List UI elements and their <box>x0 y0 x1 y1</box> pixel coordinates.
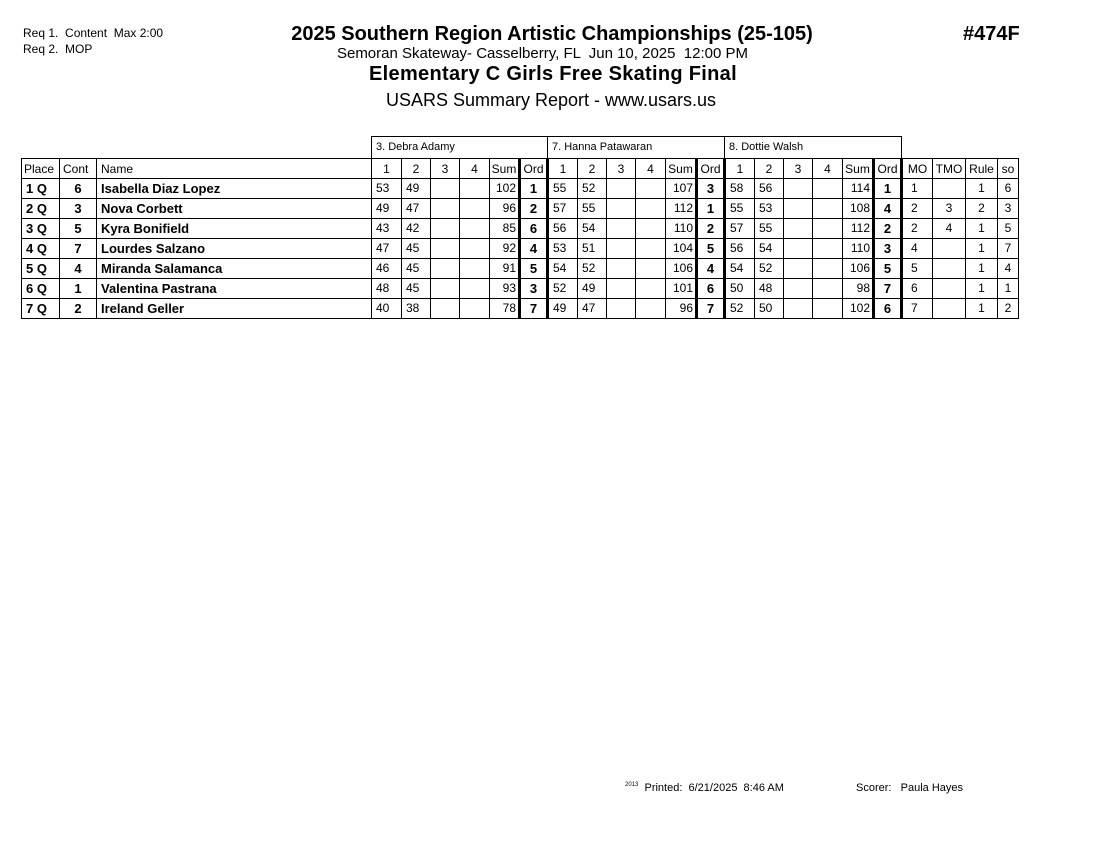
scorer: Scorer: Paula Hayes <box>856 782 963 794</box>
judge-3-sum-cell: 98 <box>843 279 874 299</box>
judge-1-1-cell: 46 <box>372 259 402 279</box>
requirement-2: Req 2. MOP <box>23 42 93 56</box>
judge-2-3-cell <box>607 299 636 319</box>
judge-2-ord-cell: 4 <box>697 259 725 279</box>
judge-2-2-cell: 54 <box>578 219 607 239</box>
cont-cell: 3 <box>60 199 97 219</box>
judge-2-1-cell: 56 <box>548 219 578 239</box>
so-cell: 7 <box>998 239 1019 259</box>
judge-1-col-ord: Ord <box>520 159 548 179</box>
place-cell: 4 Q <box>22 239 60 259</box>
judge-3-ord-cell: 4 <box>874 199 902 219</box>
rule-cell: 1 <box>966 219 998 239</box>
place-cell: 1 Q <box>22 179 60 199</box>
judge-3-sum-cell: 106 <box>843 259 874 279</box>
cont-cell: 1 <box>60 279 97 299</box>
judge-2-sum-cell: 112 <box>666 199 697 219</box>
col-place: Place <box>22 159 60 179</box>
judge-1-ord-cell: 3 <box>520 279 548 299</box>
cont-cell: 7 <box>60 239 97 259</box>
table-row <box>22 259 1019 279</box>
judge-1-col-4: 4 <box>460 159 490 179</box>
judge-3-col-sum: Sum <box>843 159 874 179</box>
judge-1-col-3: 3 <box>431 159 460 179</box>
judge-1-4-cell <box>460 219 490 239</box>
skater-name: Miranda Salamanca <box>97 259 372 279</box>
judge-2-4-cell <box>636 199 666 219</box>
judge-2-1-cell: 55 <box>548 179 578 199</box>
judge-1-1-cell: 47 <box>372 239 402 259</box>
judge-3-2-cell: 55 <box>755 219 784 239</box>
table-row <box>22 279 1019 299</box>
judge-3-4-cell <box>813 239 843 259</box>
judge-1-sum-cell: 91 <box>490 259 520 279</box>
tmo-cell: 4 <box>933 219 966 239</box>
judge-1-2-cell: 47 <box>402 199 431 219</box>
judge-1-2-cell: 49 <box>402 179 431 199</box>
judge-2-sum-cell: 106 <box>666 259 697 279</box>
judge-1-4-cell <box>460 299 490 319</box>
judge-1-3-cell <box>431 219 460 239</box>
place-cell: 5 Q <box>22 259 60 279</box>
judge-2-1-cell: 54 <box>548 259 578 279</box>
judge-1-sum-cell: 96 <box>490 199 520 219</box>
place-cell: 2 Q <box>22 199 60 219</box>
judge-2-2-cell: 52 <box>578 179 607 199</box>
judge-3-1-cell: 55 <box>725 199 755 219</box>
judge-3-sum-cell: 114 <box>843 179 874 199</box>
skater-name: Nova Corbett <box>97 199 372 219</box>
judge-1-1-cell: 53 <box>372 179 402 199</box>
judge-2-ord-cell: 7 <box>697 299 725 319</box>
judge-2-sum-cell: 101 <box>666 279 697 299</box>
judge-2-2-cell: 55 <box>578 199 607 219</box>
judge-1-2-cell: 42 <box>402 219 431 239</box>
judge-2-1-cell: 57 <box>548 199 578 219</box>
col-tmo: TMO <box>933 159 966 179</box>
judge-3-1-cell: 56 <box>725 239 755 259</box>
judge-2-col-ord: Ord <box>697 159 725 179</box>
judge-1-3-cell <box>431 279 460 299</box>
judge-1-sum-cell: 85 <box>490 219 520 239</box>
judge-3-sum-cell: 112 <box>843 219 874 239</box>
judge-3-2-cell: 50 <box>755 299 784 319</box>
so-cell: 2 <box>998 299 1019 319</box>
judge-2-2-cell: 51 <box>578 239 607 259</box>
judge-3-2-cell: 56 <box>755 179 784 199</box>
judge-3-3-cell <box>784 259 813 279</box>
judge-2-col-3: 3 <box>607 159 636 179</box>
judge-1-sum-cell: 102 <box>490 179 520 199</box>
judge-3-4-cell <box>813 219 843 239</box>
skater-name: Lourdes Salzano <box>97 239 372 259</box>
judge-2-2-cell: 52 <box>578 259 607 279</box>
mo-cell: 2 <box>902 199 933 219</box>
judge-3-1-cell: 52 <box>725 299 755 319</box>
judge-3-4-cell <box>813 299 843 319</box>
col-cont: Cont <box>60 159 97 179</box>
mo-cell: 4 <box>902 239 933 259</box>
judge-1-2-cell: 45 <box>402 279 431 299</box>
judge-1-4-cell <box>460 279 490 299</box>
judge-3-2-cell: 48 <box>755 279 784 299</box>
judge-2-col-1: 1 <box>548 159 578 179</box>
judge-3-ord-cell: 2 <box>874 219 902 239</box>
judge-3-4-cell <box>813 179 843 199</box>
judge-1-1-cell: 40 <box>372 299 402 319</box>
judge-2-3-cell <box>607 219 636 239</box>
mo-cell: 6 <box>902 279 933 299</box>
judge-2-ord-cell: 5 <box>697 239 725 259</box>
judge-3-3-cell <box>784 219 813 239</box>
tmo-cell <box>933 239 966 259</box>
competition-title: 2025 Southern Region Artistic Championships (25-105) <box>291 23 813 45</box>
event-number: #474F <box>963 23 1020 45</box>
judge-3-1-cell: 58 <box>725 179 755 199</box>
so-cell: 5 <box>998 219 1019 239</box>
judge-1-ord-cell: 1 <box>520 179 548 199</box>
rule-cell: 1 <box>966 279 998 299</box>
printed-date: Printed: 6/21/2025 8:46 AM <box>644 782 784 794</box>
judge-2-3-cell <box>607 199 636 219</box>
judge-2-ord-cell: 6 <box>697 279 725 299</box>
judge-2-col-sum: Sum <box>666 159 697 179</box>
report-title: USARS Summary Report - www.usars.us <box>385 90 717 110</box>
so-cell: 6 <box>998 179 1019 199</box>
skater-name: Valentina Pastrana <box>97 279 372 299</box>
judge-1-sum-cell: 92 <box>490 239 520 259</box>
judge-3-ord-cell: 6 <box>874 299 902 319</box>
judge-2-3-cell <box>607 179 636 199</box>
judge-2-3-cell <box>607 239 636 259</box>
judge-3-2-cell: 53 <box>755 199 784 219</box>
judge-3-sum-cell: 108 <box>843 199 874 219</box>
report-code: 2013 <box>625 782 639 788</box>
col-so: so <box>998 159 1019 179</box>
judge-3-ord-cell: 7 <box>874 279 902 299</box>
table-row <box>22 179 1019 199</box>
rule-cell: 1 <box>966 259 998 279</box>
judge-3-1-cell: 54 <box>725 259 755 279</box>
judge-1-ord-cell: 7 <box>520 299 548 319</box>
col-mo: MO <box>902 159 933 179</box>
skater-name: Ireland Geller <box>97 299 372 319</box>
judge-1-name: 3. Debra Adamy <box>372 137 548 159</box>
judges-row <box>22 137 1019 159</box>
judge-3-ord-cell: 1 <box>874 179 902 199</box>
judge-3-sum-cell: 110 <box>843 239 874 259</box>
judge-1-3-cell <box>431 179 460 199</box>
judge-3-3-cell <box>784 199 813 219</box>
print-stamp <box>625 782 784 794</box>
judge-3-col-1: 1 <box>725 159 755 179</box>
judge-1-sum-cell: 93 <box>490 279 520 299</box>
judge-1-3-cell <box>431 239 460 259</box>
judge-3-1-cell: 57 <box>725 219 755 239</box>
judge-1-3-cell <box>431 259 460 279</box>
mo-cell: 7 <box>902 299 933 319</box>
rule-cell: 2 <box>966 199 998 219</box>
col-name: Name <box>97 159 372 179</box>
table-row <box>22 199 1019 219</box>
cont-cell: 2 <box>60 299 97 319</box>
judge-3-col-2: 2 <box>755 159 784 179</box>
judge-1-col-2: 2 <box>402 159 431 179</box>
judge-1-ord-cell: 6 <box>520 219 548 239</box>
judge-2-col-2: 2 <box>578 159 607 179</box>
judge-3-3-cell <box>784 179 813 199</box>
judge-3-4-cell <box>813 279 843 299</box>
place-cell: 6 Q <box>22 279 60 299</box>
judge-1-3-cell <box>431 299 460 319</box>
cont-cell: 5 <box>60 219 97 239</box>
judge-3-2-cell: 52 <box>755 259 784 279</box>
judge-3-1-cell: 50 <box>725 279 755 299</box>
judge-2-sum-cell: 110 <box>666 219 697 239</box>
judge-2-col-4: 4 <box>636 159 666 179</box>
cont-cell: 4 <box>60 259 97 279</box>
tmo-cell <box>933 179 966 199</box>
judge-1-1-cell: 43 <box>372 219 402 239</box>
mo-cell: 5 <box>902 259 933 279</box>
judge-3-col-3: 3 <box>784 159 813 179</box>
judge-3-sum-cell: 102 <box>843 299 874 319</box>
judge-2-1-cell: 49 <box>548 299 578 319</box>
judge-1-ord-cell: 2 <box>520 199 548 219</box>
judge-1-2-cell: 45 <box>402 259 431 279</box>
judge-3-col-4: 4 <box>813 159 843 179</box>
judge-2-sum-cell: 104 <box>666 239 697 259</box>
judge-2-name: 7. Hanna Patawaran <box>548 137 725 159</box>
judge-1-col-1: 1 <box>372 159 402 179</box>
judge-2-sum-cell: 96 <box>666 299 697 319</box>
judge-2-ord-cell: 1 <box>697 199 725 219</box>
rule-cell: 1 <box>966 299 998 319</box>
judge-1-4-cell <box>460 179 490 199</box>
judge-1-1-cell: 48 <box>372 279 402 299</box>
so-cell: 1 <box>998 279 1019 299</box>
judge-2-4-cell <box>636 239 666 259</box>
judge-3-3-cell <box>784 299 813 319</box>
judge-2-ord-cell: 3 <box>697 179 725 199</box>
judge-1-4-cell <box>460 239 490 259</box>
judge-1-1-cell: 49 <box>372 199 402 219</box>
requirement-1: Req 1. Content Max 2:00 <box>23 26 164 40</box>
judge-1-4-cell <box>460 199 490 219</box>
judge-2-3-cell <box>607 279 636 299</box>
mo-cell: 1 <box>902 179 933 199</box>
judge-1-2-cell: 38 <box>402 299 431 319</box>
judge-2-1-cell: 52 <box>548 279 578 299</box>
judge-2-1-cell: 53 <box>548 239 578 259</box>
rule-cell: 1 <box>966 179 998 199</box>
table-row <box>22 299 1019 319</box>
table-row <box>22 239 1019 259</box>
judge-2-4-cell <box>636 219 666 239</box>
rule-cell: 1 <box>966 239 998 259</box>
tmo-cell <box>933 259 966 279</box>
skater-name: Kyra Bonifield <box>97 219 372 239</box>
judge-2-4-cell <box>636 259 666 279</box>
judge-1-sum-cell: 78 <box>490 299 520 319</box>
mo-cell: 2 <box>902 219 933 239</box>
judge-3-3-cell <box>784 279 813 299</box>
judge-3-ord-cell: 5 <box>874 259 902 279</box>
judge-3-2-cell: 54 <box>755 239 784 259</box>
cont-cell: 6 <box>60 179 97 199</box>
table-row <box>22 219 1019 239</box>
judge-3-4-cell <box>813 199 843 219</box>
judge-1-4-cell <box>460 259 490 279</box>
judge-3-4-cell <box>813 259 843 279</box>
judge-1-col-sum: Sum <box>490 159 520 179</box>
judge-3-name: 8. Dottie Walsh <box>725 137 902 159</box>
so-cell: 4 <box>998 259 1019 279</box>
judge-2-4-cell <box>636 279 666 299</box>
place-cell: 3 Q <box>22 219 60 239</box>
judge-3-3-cell <box>784 239 813 259</box>
results-table <box>21 136 1019 319</box>
event-title: Elementary C Girls Free Skating Final <box>369 63 737 85</box>
judge-1-3-cell <box>431 199 460 219</box>
judge-1-2-cell: 45 <box>402 239 431 259</box>
tmo-cell <box>933 279 966 299</box>
so-cell: 3 <box>998 199 1019 219</box>
col-rule: Rule <box>966 159 998 179</box>
judge-1-ord-cell: 5 <box>520 259 548 279</box>
judge-2-2-cell: 47 <box>578 299 607 319</box>
judge-2-4-cell <box>636 179 666 199</box>
column-header-row <box>22 159 1019 179</box>
tmo-cell <box>933 299 966 319</box>
judge-2-sum-cell: 107 <box>666 179 697 199</box>
judge-1-ord-cell: 4 <box>520 239 548 259</box>
venue-line: Semoran Skateway- Casselberry, FL Jun 10, 2025 12:00 PM <box>336 45 749 62</box>
judge-3-col-ord: Ord <box>874 159 902 179</box>
judge-2-3-cell <box>607 259 636 279</box>
tmo-cell: 3 <box>933 199 966 219</box>
judge-3-ord-cell: 3 <box>874 239 902 259</box>
place-cell: 7 Q <box>22 299 60 319</box>
judge-2-ord-cell: 2 <box>697 219 725 239</box>
judge-2-4-cell <box>636 299 666 319</box>
judge-2-2-cell: 49 <box>578 279 607 299</box>
skater-name: Isabella Diaz Lopez <box>97 179 372 199</box>
